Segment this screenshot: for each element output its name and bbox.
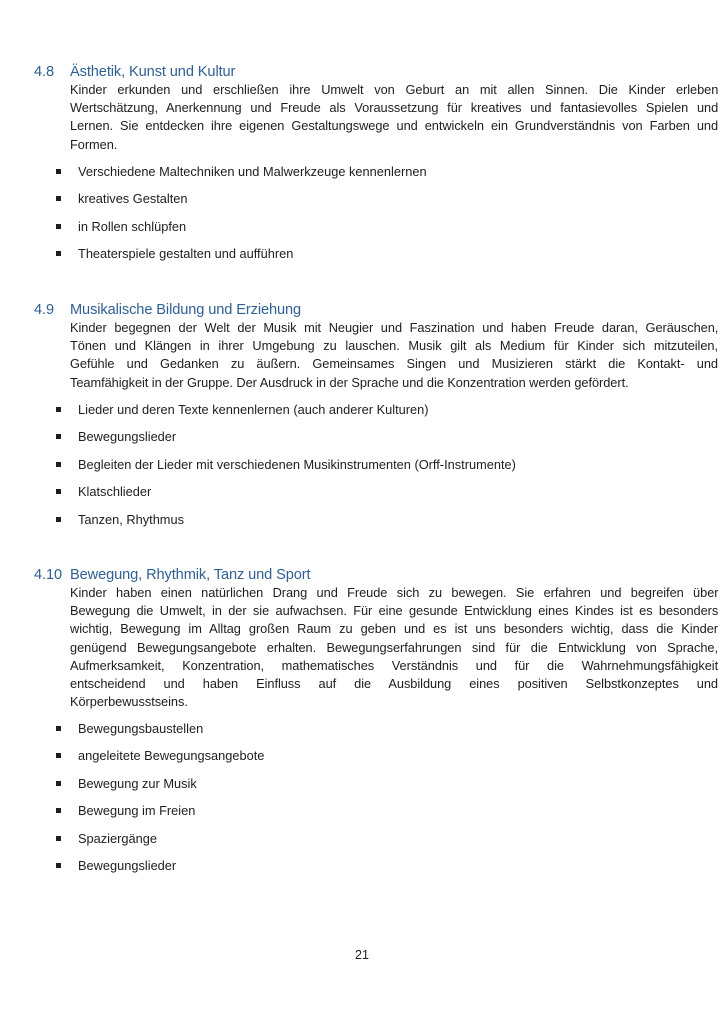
- section-paragraph: [70, 81, 718, 154]
- paragraph-line: Lernen. Sie entdecken ihre eigenen Gestaltungswege und entwickeln ein Grundverständnis von Farben und: [70, 118, 719, 134]
- square-bullet-icon: [56, 196, 61, 201]
- page-number: 21: [355, 948, 369, 962]
- section-number: 4.10: [34, 567, 63, 583]
- paragraph-line: Bewegung die Umwelt, in der sie aufwachsen. Für eine gesunde Entwicklung eines Kindes ist es besonders: [70, 603, 719, 619]
- paragraph-line: Körperbewusstseins.: [70, 694, 188, 710]
- square-bullet-icon: [56, 251, 61, 256]
- paragraph-line: Teamfähigkeit in der Gruppe. Der Ausdruck in der Sprache und die Konzentration werden gefördert.: [70, 374, 629, 390]
- square-bullet-icon: [56, 407, 61, 412]
- square-bullet-icon: [56, 224, 61, 229]
- square-bullet-icon: [56, 517, 61, 522]
- section-heading: [34, 64, 235, 80]
- square-bullet-icon: [56, 462, 61, 467]
- paragraph-line: Kinder erkunden und erschließen ihre Umwelt von Geburt an mit allen Sinnen. Die Kinder erleben: [70, 82, 719, 97]
- section-heading: [34, 567, 311, 583]
- square-bullet-icon: [56, 863, 61, 868]
- square-bullet-icon: [56, 836, 61, 841]
- square-bullet-icon: [56, 434, 61, 439]
- section-number: 4.9: [34, 302, 54, 318]
- paragraph-line: Kinder haben einen natürlichen Drang und Freude sich zu bewegen. Sie erfahren und begreifen über: [70, 585, 719, 600]
- paragraph-line: entscheidend und haben Einfluss auf die Ausbildung eines positiven Selbstkonzeptes und: [70, 675, 718, 691]
- paragraph-line: Tönen und Klängen in ihrer Umgebung zu lauschen. Musik gilt als Medium für Kinder sich mitzuteilen,: [70, 338, 718, 354]
- square-bullet-icon: [56, 726, 61, 731]
- paragraph-line: Formen.: [70, 136, 118, 152]
- paragraph-line: Gefühle und Gedanken zu äußern. Gemeinsames Singen und Musizieren stärkt die Kontakt- und: [70, 356, 718, 372]
- square-bullet-icon: [56, 489, 61, 494]
- square-bullet-icon: [56, 169, 61, 174]
- square-bullet-icon: [56, 781, 61, 786]
- section-paragraph: [70, 584, 718, 711]
- paragraph-line: genügend Bewegungsangebote erhalten. Bewegungserfahrungen sind für die Entwicklung von Sprache,: [70, 639, 718, 655]
- paragraph-line: Wertschätzung, Anerkennung und Freude als Voraussetzung für kreatives und fantasievolles Spielen und: [70, 100, 719, 116]
- section-title: Bewegung, Rhythmik, Tanz und Sport: [70, 567, 311, 583]
- document-page: 4.8 Ästhetik, Kunst und Kultur Kinder erkunden und erschließen ihre Umwelt von Geburt an mit allen Sinnen. Die Kinder erleben Wertschätzung, Anerkennung und Freude als Voraussetzung für kreatives und fantasievolles Spielen und Lernen. Sie entdecken ihre eigenen Gestaltungswege und entwickeln ein Grundverständnis von Farben und Formen. Verschiedene Maltechniken und Malwerkzeuge kennenlernen kreatives Gestalten in Rollen schlüpfen Theaterspiele gestalten und aufführen 4.9 Musikalische Bildung und Erziehung Kinder begegnen der Welt der Musik mit Neugier und Faszination und haben Freude daran, Geräuschen, Tönen und Klängen in ihrer Umgebung zu lauschen. Musik gilt als Medium für Kinder sich mitzuteilen, Gefühle und Gedanken zu äußern. Gemeinsames Singen und Musizieren stärkt die Kontakt- und Teamfähigkeit in der Gruppe. Der Ausdruck in der Sprache und die Konzentration werden gefördert. Lieder und deren Texte kennenlernen (auch anderer Kulturen) Bewegungslieder Begleiten der Lieder mit verschiedenen Musikinstrumenten (Orff-Instrumente) Klatschlieder Tanzen, Rhythmus 4.10 Bewegung, Rhythmik, Tanz und Sport Kinder haben einen natürlichen Drang und Freude sich zu bewegen. Sie erfahren und begreifen über Bewegung die Umwelt, in der sie aufwachsen. Für eine gesunde Entwicklung eines Kindes ist es besonders wichtig, Bewegung im Alltag großen Raum zu geben und es ist uns besonders wichtig, dass die Kinder genügend Bewegungsangebote erhalten. Bewegungserfahrungen sind für die Entwicklung von Sprache, Aufmerksamkeit, Konzentration, mathematisches Verständnis und für die Wahrnehmungsfähigkeit entscheidend und haben Einfluss auf die Ausbildung eines positiven Selbstkonzeptes und Körperbewusstseins. Bewegungsbaustellen angeleitete Bewegungsangebote Bewegung zur Musik Bewegung im Freien Spaziergänge Bewegungslieder 21: [0, 0, 724, 1024]
- square-bullet-icon: [56, 808, 61, 813]
- section-title: Musikalische Bildung und Erziehung: [70, 302, 302, 318]
- section-title: Ästhetik, Kunst und Kultur: [70, 64, 236, 80]
- section-paragraph: [70, 319, 718, 392]
- paragraph-line: wichtig, Bewegung im Alltag großen Raum zu geben und es ist uns besonders wichtig, dass die Kinder: [70, 621, 718, 637]
- paragraph-line: Kinder begegnen der Welt der Musik mit Neugier und Faszination und haben Freude daran, Geräuschen,: [70, 320, 719, 335]
- section-number: 4.8: [34, 64, 54, 80]
- paragraph-line: Aufmerksamkeit, Konzentration, mathematisches Verständnis und für die Wahrnehmungsfähigkeit: [70, 657, 719, 673]
- section-heading: [34, 302, 301, 318]
- square-bullet-icon: [56, 753, 61, 758]
